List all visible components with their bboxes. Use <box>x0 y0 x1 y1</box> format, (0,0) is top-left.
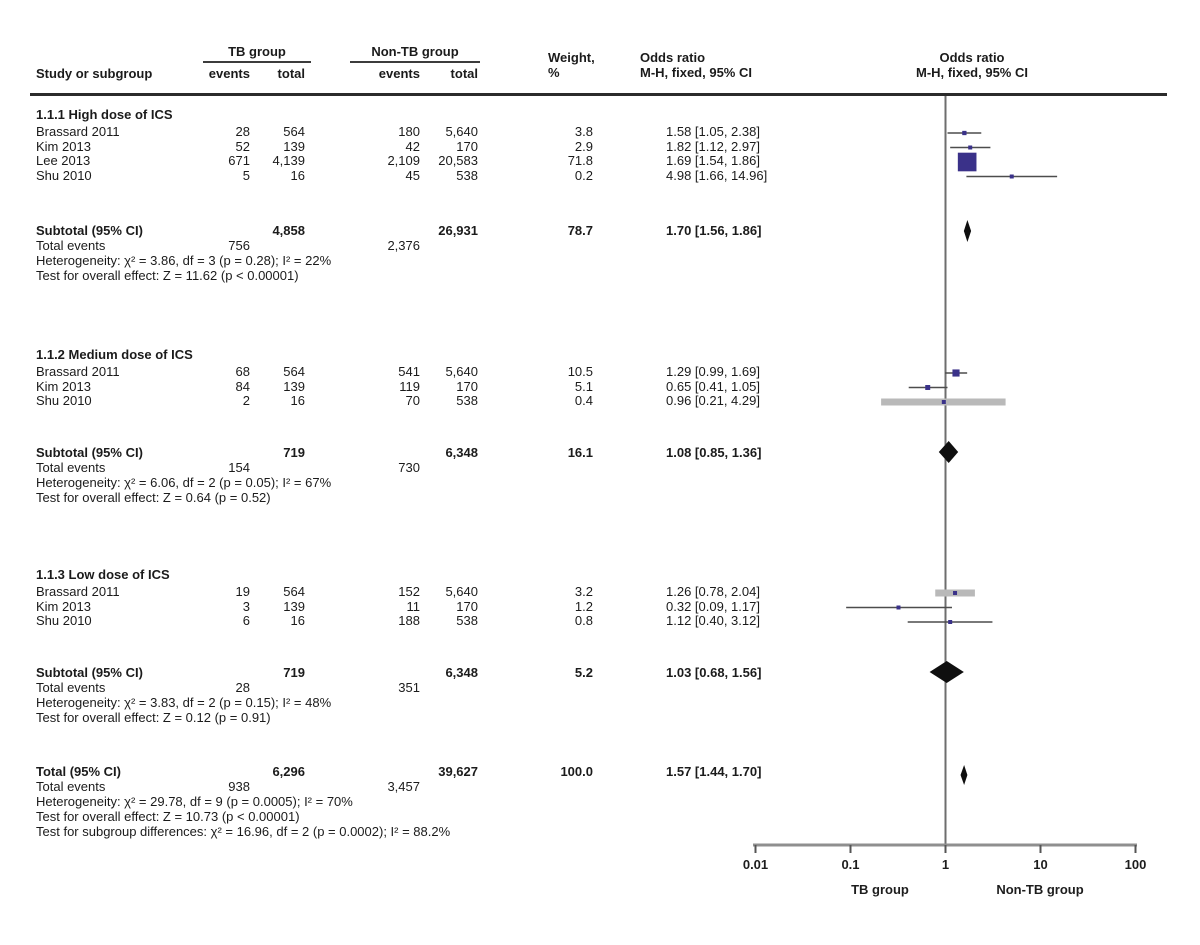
tb-events: 52 <box>235 138 250 154</box>
or-ci-text: 1.08 [0.85, 1.36] <box>666 444 762 460</box>
ntb-total: 26,931 <box>438 223 478 239</box>
ntb-events: 180 <box>398 124 420 139</box>
tb-total: 6,296 <box>272 764 305 779</box>
total-events-row <box>36 680 836 695</box>
section-title: 1.1.3 Low dose of ICS <box>36 567 170 582</box>
study-row <box>36 154 836 169</box>
tb-events: 68 <box>235 364 250 379</box>
tb-total: 16 <box>290 613 305 629</box>
study-label: Kim 2013 <box>36 138 91 154</box>
study-row <box>36 365 836 380</box>
heterogeneity-text: Heterogeneity: χ² = 29.78, df = 9 (p = 0.0005); I² = 70% <box>36 794 353 809</box>
ntb-total: 170 <box>456 138 478 154</box>
column-header-nontb-group: Non-TB group <box>350 42 480 63</box>
subtotal-row <box>36 445 836 460</box>
svg-text:0.1: 0.1 <box>841 857 860 872</box>
or-ci-text: 1.29 [0.99, 1.69] <box>666 364 760 379</box>
tb-events: 671 <box>228 153 250 169</box>
tb-total: 564 <box>283 124 305 139</box>
ntb-events: 70 <box>405 393 420 409</box>
ntb-total: 39,627 <box>438 764 478 779</box>
weight: 3.8 <box>574 124 593 139</box>
weight: 5.2 <box>574 664 593 680</box>
ntb-total: 170 <box>456 598 478 614</box>
weight: 71.8 <box>567 153 593 169</box>
ntb-events-sum: 3,457 <box>387 779 420 794</box>
section-high-dose <box>36 104 836 283</box>
section-medium-dose <box>36 344 836 505</box>
ntb-events: 188 <box>398 613 420 629</box>
column-header-or-plot <box>872 50 1072 80</box>
overall-effect-row <box>36 490 836 505</box>
tb-events: 3 <box>242 598 250 614</box>
or-label-line2: M-H, fixed, 95% CI <box>640 65 752 80</box>
overall-effect-text: Test for overall effect: Z = 0.64 (p = 0.52) <box>36 489 271 505</box>
heterogeneity-row <box>36 475 836 490</box>
study-label: Shu 2010 <box>36 393 92 409</box>
overall-effect-text: Test for overall effect: Z = 0.12 (p = 0.91) <box>36 709 271 725</box>
weight: 10.5 <box>567 364 593 379</box>
study-label: Kim 2013 <box>36 378 91 394</box>
tb-total: 139 <box>283 138 305 154</box>
total-events-label: Total events <box>36 779 106 794</box>
or-ci-text: 1.58 [1.05, 2.38] <box>666 124 760 139</box>
tb-events: 28 <box>235 124 250 139</box>
ntb-total: 538 <box>456 167 478 183</box>
tb-events: 6 <box>242 613 250 629</box>
ntb-total: 20,583 <box>438 153 478 169</box>
study-row <box>36 614 836 629</box>
study-row <box>36 169 836 184</box>
or-plot-label-line2: M-H, fixed, 95% CI <box>916 65 1028 80</box>
subtotal-label: Subtotal (95% CI) <box>36 664 143 680</box>
tb-total: 564 <box>283 364 305 379</box>
heterogeneity-text: Heterogeneity: χ² = 3.86, df = 3 (p = 0.28); I² = 22% <box>36 253 332 269</box>
total-events-row <box>36 238 836 253</box>
ntb-events: 45 <box>405 167 420 183</box>
weight-label-line1: Weight, <box>548 50 595 65</box>
total-events-row <box>36 460 836 475</box>
weight: 0.8 <box>574 613 593 629</box>
tb-events-sum: 938 <box>228 779 250 794</box>
weight: 5.1 <box>574 378 593 394</box>
study-label: Kim 2013 <box>36 598 91 614</box>
overall-effect-row <box>36 710 836 725</box>
study-label: Shu 2010 <box>36 613 92 629</box>
overall-effect-row <box>36 268 836 283</box>
heterogeneity-row <box>36 695 836 710</box>
ntb-total: 538 <box>456 613 478 629</box>
ntb-total: 6,348 <box>445 664 478 680</box>
column-header-or-text <box>640 50 752 80</box>
or-ci-text: 0.65 [0.41, 1.05] <box>666 378 760 394</box>
or-ci-text: 4.98 [1.66, 14.96] <box>666 167 768 183</box>
ntb-events-sum: 730 <box>398 459 420 475</box>
tb-total: 4,858 <box>272 223 305 239</box>
ntb-total: 5,640 <box>445 584 478 599</box>
study-row <box>36 125 836 140</box>
study-label: Brassard 2011 <box>36 364 120 379</box>
column-header-tb-group: TB group <box>203 42 311 63</box>
column-header-nontb-events: events <box>378 66 420 81</box>
ntb-events-sum: 2,376 <box>387 238 420 254</box>
or-ci-text: 1.70 [1.56, 1.86] <box>666 223 762 239</box>
tb-total: 139 <box>283 378 305 394</box>
heterogeneity-text: Heterogeneity: χ² = 6.06, df = 2 (p = 0.05); I² = 67% <box>36 474 332 490</box>
tb-total: 139 <box>283 598 305 614</box>
tb-total: 16 <box>290 393 305 409</box>
svg-text:100: 100 <box>1124 857 1147 872</box>
ntb-events: 152 <box>398 584 420 599</box>
tb-events: 5 <box>242 167 250 183</box>
header-divider <box>30 93 1167 96</box>
total-events-label: Total events <box>36 679 106 695</box>
tb-events-sum: 154 <box>228 459 250 475</box>
overall-effect-text: Test for overall effect: Z = 10.73 (p < 0.00001) <box>36 809 300 824</box>
column-header-tb-total: total <box>277 66 305 81</box>
weight: 1.2 <box>574 598 593 614</box>
column-header-tb-events: events <box>208 66 250 81</box>
svg-text:Non-TB group: Non-TB group <box>996 882 1084 897</box>
or-ci-text: 1.03 [0.68, 1.56] <box>666 664 762 680</box>
tb-total: 4,139 <box>272 153 305 169</box>
or-ci-text: 1.82 [1.12, 2.97] <box>666 138 760 154</box>
heterogeneity-text: Heterogeneity: χ² = 3.83, df = 2 (p = 0.15); I² = 48% <box>36 694 332 710</box>
weight: 16.1 <box>567 444 593 460</box>
weight: 2.9 <box>574 138 593 154</box>
total-events-label: Total events <box>36 459 106 475</box>
study-label: Brassard 2011 <box>36 584 120 599</box>
tb-total: 719 <box>283 444 305 460</box>
weight-label-line2: % <box>548 65 560 80</box>
section-title: 1.1.2 Medium dose of ICS <box>36 347 193 362</box>
column-header-nontb-total: total <box>450 66 478 81</box>
weight: 0.4 <box>574 393 593 409</box>
total-events-row <box>36 779 836 794</box>
ntb-events: 541 <box>398 364 420 379</box>
subgroup-differences-text: Test for subgroup differences: χ² = 16.96, df = 2 (p = 0.0002); I² = 88.2% <box>36 824 451 839</box>
ntb-events: 42 <box>405 138 420 154</box>
or-plot-label-line1: Odds ratio <box>939 50 1005 65</box>
column-header-weight <box>548 50 595 80</box>
tb-total: 16 <box>290 167 305 183</box>
tb-total: 719 <box>283 664 305 680</box>
subgroup-differences-row <box>36 824 836 839</box>
ntb-events: 2,109 <box>387 153 420 169</box>
svg-text:10: 10 <box>1033 857 1048 872</box>
study-label: Brassard 2011 <box>36 124 120 139</box>
weight: 3.2 <box>574 584 593 599</box>
heterogeneity-row <box>36 794 836 809</box>
ntb-total: 5,640 <box>445 364 478 379</box>
study-row <box>36 585 836 600</box>
ntb-events: 119 <box>399 378 420 394</box>
ntb-total: 170 <box>456 378 478 394</box>
or-ci-text: 1.69 [1.54, 1.86] <box>666 153 760 169</box>
study-row <box>36 140 836 155</box>
tb-events-sum: 28 <box>235 679 250 695</box>
ntb-events: 11 <box>406 598 420 614</box>
tb-events: 84 <box>235 378 250 394</box>
subtotal-row <box>36 665 836 680</box>
or-ci-text: 0.32 [0.09, 1.17] <box>666 598 760 614</box>
weight: 0.2 <box>574 167 593 183</box>
subtotal-row <box>36 223 836 238</box>
subtotal-label: Subtotal (95% CI) <box>36 223 143 239</box>
or-ci-text: 1.12 [0.40, 3.12] <box>666 613 760 629</box>
tb-events: 19 <box>235 584 250 599</box>
tb-total: 564 <box>283 584 305 599</box>
section-title: 1.1.1 High dose of ICS <box>36 107 173 122</box>
ntb-events-sum: 351 <box>398 679 420 695</box>
total-events-label: Total events <box>36 238 106 254</box>
study-row <box>36 394 836 409</box>
svg-text:1: 1 <box>941 857 950 872</box>
overall-effect-row <box>36 809 836 824</box>
study-row <box>36 380 836 395</box>
weight: 100.0 <box>560 764 593 779</box>
study-label: Lee 2013 <box>36 153 91 169</box>
tb-events: 2 <box>242 393 250 409</box>
weight: 78.7 <box>567 223 593 239</box>
total-row <box>36 764 836 779</box>
or-ci-text: 1.26 [0.78, 2.04] <box>666 584 760 599</box>
ntb-total: 538 <box>456 393 478 409</box>
overall-effect-text: Test for overall effect: Z = 11.62 (p < 0.00001) <box>36 268 299 284</box>
ntb-total: 6,348 <box>445 444 478 460</box>
study-row <box>36 600 836 615</box>
section-low-dose <box>36 564 836 725</box>
ntb-total: 5,640 <box>445 124 478 139</box>
tb-events-sum: 756 <box>228 238 250 254</box>
or-ci-text: 0.96 [0.21, 4.29] <box>666 393 760 409</box>
study-label: Shu 2010 <box>36 167 92 183</box>
or-ci-text: 1.57 [1.44, 1.70] <box>666 764 762 779</box>
column-header-study: Study or subgroup <box>36 66 153 81</box>
svg-text:TB group: TB group <box>851 882 909 897</box>
svg-text:0.01: 0.01 <box>742 857 769 872</box>
heterogeneity-row <box>36 253 836 268</box>
or-label-line1: Odds ratio <box>640 50 706 65</box>
subtotal-label: Subtotal (95% CI) <box>36 444 143 460</box>
section-total <box>36 764 836 839</box>
total-label: Total (95% CI) <box>36 764 121 779</box>
